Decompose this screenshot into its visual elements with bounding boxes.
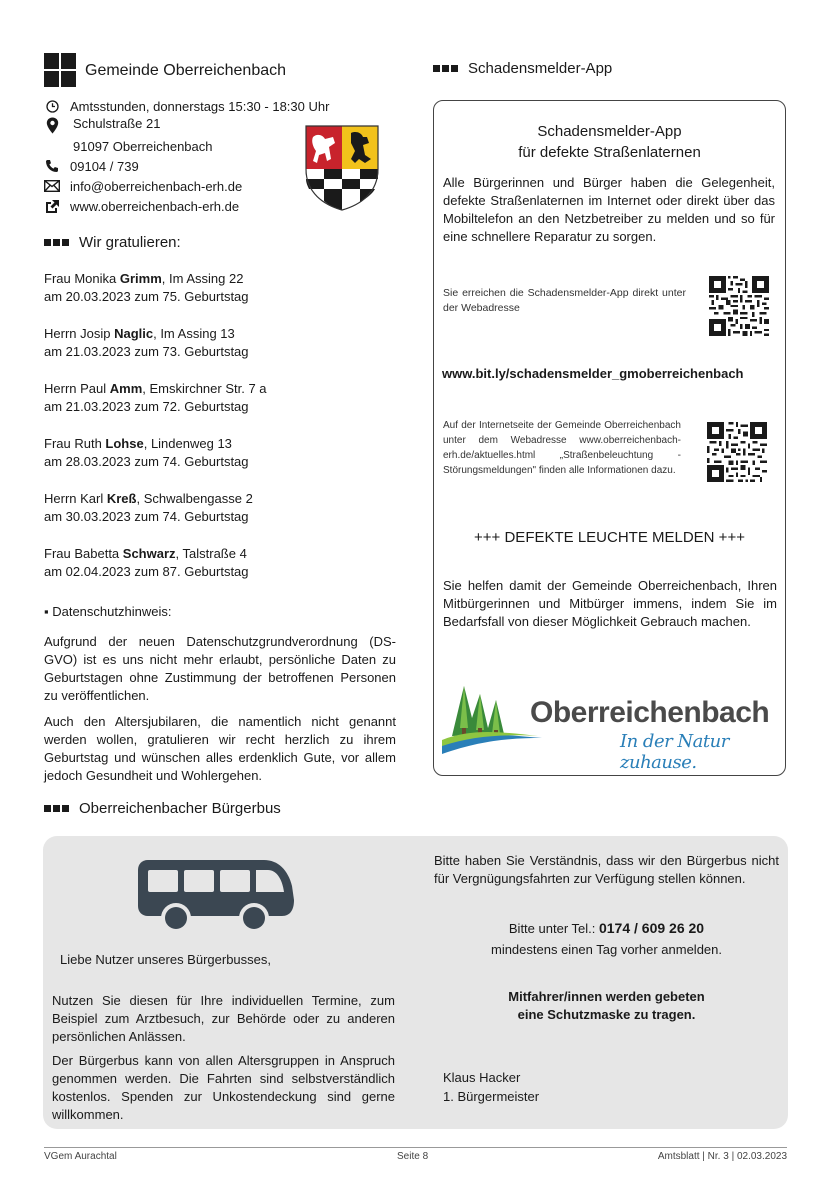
phone-line [434,920,779,936]
defect-banner: +++ DEFEKTE LEUCHTE MELDEN +++ [474,529,745,546]
entry-date: am 28.03.2023 zum 74. Geburtstag [44,454,249,469]
bus-heading [44,800,281,817]
hours-row [44,96,344,116]
card-outro: Sie helfen damit der Gemeinde Oberreichenbach, Ihren Mitbürgerinnen und Mitbürger immens, indem Sie im Bedarfsfall von dieser Möglichkeit Gebrauch machen. [443,578,777,629]
web-row [44,196,344,216]
privacy-heading: ▪ Datenschutzhinweis: [44,604,172,619]
entry-date: am 20.03.2023 zum 75. Geburtstag [44,289,249,304]
external-link-icon [44,198,60,214]
entry-address: , Im Assing 22 [161,271,244,286]
entry-surname: Schwarz [122,546,176,561]
page-title: Gemeinde Oberreichenbach [85,62,287,79]
entry-prefix: Herrn Paul [44,381,110,396]
qr-code-website[interactable] [707,422,767,487]
city-row [44,136,344,156]
clock-icon [44,98,60,114]
phone-number: 0174 / 609 26 20 [598,920,705,936]
envelope-icon [44,178,60,194]
entry-prefix: Frau Monika [44,271,120,286]
municipality-logo-squares [44,53,76,87]
privacy-paragraph-2: Auch den Altersjubilaren, die namentlich nicht genannt werden wollen, gratulieren wir recht herzlich zu ihrem Geburtstag und wünschen alles erdenklich Gute, vor allem jedoch Gesundheit und Wohlergehen. [44,714,396,783]
mask-notice-line-2: eine Schutzmaske zu tragen. [517,1007,696,1022]
list-item [44,380,384,416]
entry-address: , Emskirchner Str. 7 a [142,381,267,396]
phone-icon [44,158,60,174]
entry-address: , Schwalbengasse 2 [136,491,253,506]
privacy-paragraph-1: Aufgrund der neuen Datenschutzgrundverordnung (DS-GVO) ist es uns nicht mehr erlaubt, persönliche Daten zu Geburtstagen ohne Zustimmung der betroffenen Personen zu veröffentlichen. [44,634,396,703]
oberreichenbach-logo [442,678,772,773]
card-intro: Alle Bürgerinnen und Bürger haben die Gelegenheit, defekte Straßenlaternen im Internet oder direkt über das Mobiltelefon an den Netzbetreiber zu melden und so für eine schnellere Reparatur zu sorgen. [443,175,775,244]
mask-notice-line-1: Mitfahrer/innen werden gebeten [508,989,705,1004]
entry-prefix: Herrn Josip [44,326,115,341]
signature-title: 1. Bürgermeister [443,1089,540,1104]
app-heading-text: Schadensmelder-App [468,60,613,77]
bus-box [43,836,788,1129]
app-heading [433,60,612,77]
phone-row [44,156,344,176]
app-card [433,100,786,776]
signature-name: Klaus Hacker [443,1070,521,1085]
entry-surname: Grimm [119,271,162,286]
qr-code-app[interactable] [709,276,769,341]
entry-address: , Lindenweg 13 [143,436,232,451]
entry-date: am 30.03.2023 zum 74. Geburtstag [44,509,249,524]
email-row [44,176,344,196]
app-link[interactable]: www.bit.ly/schadensmelder_gmoberreichenbach [442,366,744,381]
list-item [44,325,384,361]
qr1-text: Sie erreichen die Schadensmelder-App direkt unter der Webadresse [443,287,686,314]
congrats-heading-text: Wir gratulieren: [79,234,181,251]
coat-of-arms [305,125,379,216]
footer-left: VGem Aurachtal [44,1151,117,1162]
card-title-line-2: für defekte Straßenlaternen [518,144,701,161]
list-item [44,545,384,581]
bus-right-paragraph: Bitte haben Sie Verständnis, dass wir den Bürgerbus nicht für Vergnügungsfahrten zur Verfügung stellen können. [434,853,779,886]
heading-squares-icon [44,239,71,246]
entry-prefix: Frau Babetta [44,546,123,561]
bus-greeting: Liebe Nutzer unseres Bürgerbusses, [60,952,272,967]
email-link[interactable]: info@oberreichenbach-erh.de [70,178,243,194]
tree-landscape-icon [442,678,542,758]
mask-notice [434,988,779,1024]
entry-date: am 21.03.2023 zum 73. Geburtstag [44,344,249,359]
footer-page-number: Seite 8 [397,1151,429,1162]
footer-right: Amtsblatt | Nr. 3 | 02.03.2023 [657,1151,787,1162]
heading-squares-icon [44,805,71,812]
street-text: Schulstraße 21 [73,116,161,131]
entry-date: am 21.03.2023 zum 72. Geburtstag [44,399,249,414]
logo-slogan: In der Natur zuhause. [620,731,729,773]
bus-heading-text: Oberreichenbacher Bürgerbus [79,800,281,817]
location-pin-icon [44,117,60,133]
phone-line-2: mindestens einen Tag vorher anmelden. [490,942,723,957]
bus-icon [136,856,296,939]
signature [443,1068,539,1106]
entry-prefix: Frau Ruth [44,436,106,451]
birthday-list [44,270,384,600]
heading-squares-icon [433,65,460,72]
card-title-line-1: Schadensmelder-App [537,123,682,140]
card-title [434,121,785,163]
footer-rule [44,1147,787,1148]
bus-paragraph-1: Nutzen Sie diesen für Ihre individuellen Termine, zum Beispiel zum Arztbesuch, zur Behörde oder zu anderen persönlichen Anlässen. [52,993,395,1044]
web-link[interactable]: www.oberreichenbach-erh.de [70,198,240,214]
entry-prefix: Herrn Karl [44,491,107,506]
address-row [44,116,344,136]
city-text: 91097 Oberreichenbach [73,138,213,154]
entry-date: am 02.04.2023 zum 87. Geburtstag [44,564,249,579]
phone-label: Bitte unter Tel.: [508,921,599,936]
contact-block [44,96,344,216]
entry-address: , Talstraße 4 [175,546,247,561]
entry-address: , Im Assing 13 [153,326,235,341]
bus-paragraph-2: Der Bürgerbus kann von allen Altersgruppen in Anspruch genommen werden. Die Fahrten sind selbstverständlich kostenlos. Spenden zur Unkostendeckung sind gerne willkommen. [52,1053,395,1122]
entry-surname: Lohse [105,436,144,451]
entry-surname: Naglic [114,326,154,341]
list-item [44,270,384,306]
logo-name: Oberreichenbach [530,696,770,729]
phone-text: 09104 / 739 [70,158,139,174]
list-item [44,435,384,471]
entry-surname: Amm [109,381,143,396]
congrats-heading [44,234,181,251]
privacy-notice [44,603,396,785]
qr2-text: Auf der Internetseite der Gemeinde Oberreichenbach unter dem Webadresse www.oberreichenbach-erh.de/aktuelles.html „Straßenbeleuchtung - Störungsmeldungen" finden alle Informationen dazu. [443,420,681,476]
entry-surname: Kreß [106,491,137,506]
hours-text: Amtsstunden, donnerstags 15:30 - 18:30 Uhr [70,98,330,114]
list-item [44,490,384,526]
